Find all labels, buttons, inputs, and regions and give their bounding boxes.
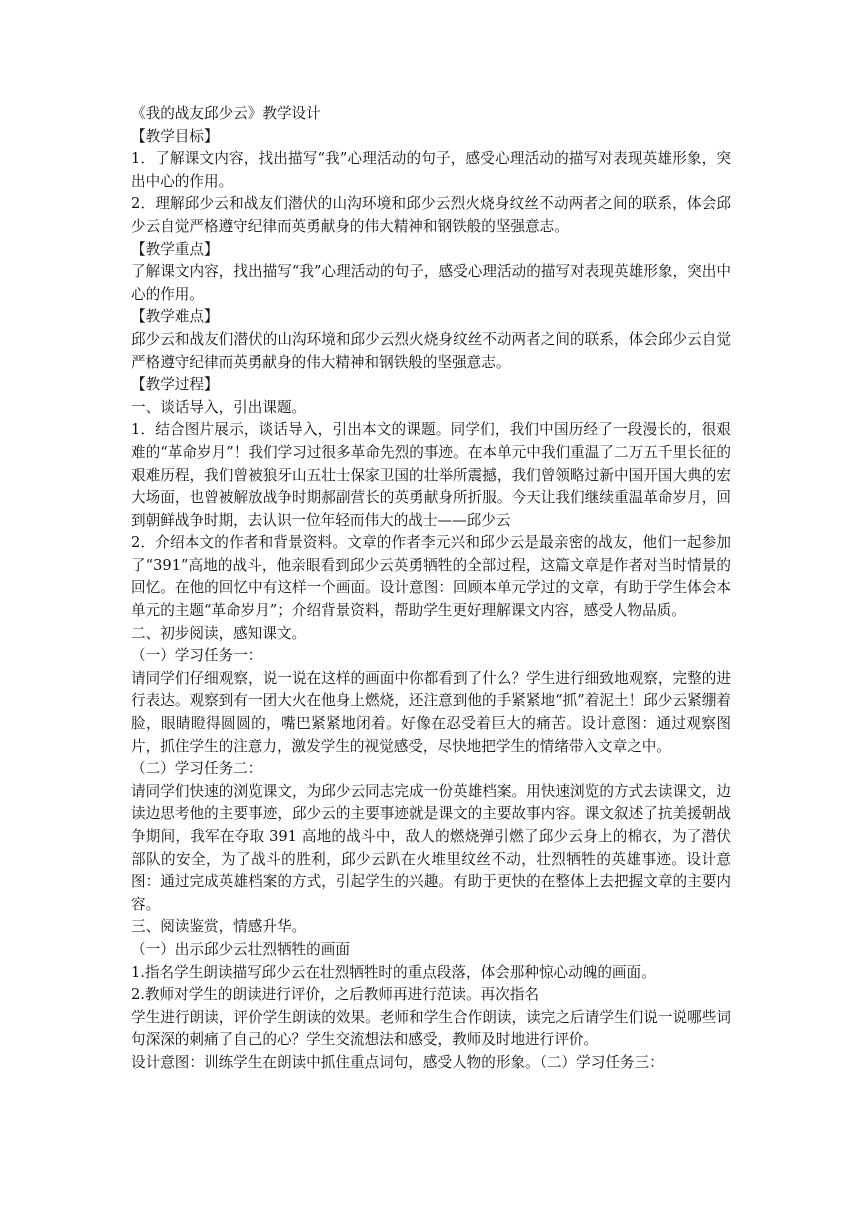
document-title: 《我的战友邱少云》教学设计 [131, 105, 321, 122]
objectives-heading: 【教学目标】 [131, 127, 219, 145]
objective-1: 1．了解课文内容，找出描写“我”心理活动的句子，感受心理活动的描写对表现英雄形象，突出中心的作用。 [131, 150, 731, 190]
task2-text: 请同学们快速的浏览课文，为邱少云同志完成一份英雄档案。用快速浏览的方式去读课文，边读边思考他的主要事迹，邱少云的主要事迹就是课文的主要故事内容。课文叙述了抗美援朝战争期间，我军在夺取 391 高地的战斗中，敌人的燃烧弹引燃了邱少云身上的棉衣，为了潜伏部队的安全，为了战斗的胜利，邱少云趴在火堆里纹丝不动，壮烈牺牲的英雄事迹。设计意图：通过完成英雄档案的方式，引起学生的兴趣。有助于更快的在整体上去把握文章的主要内容。 [131, 782, 731, 913]
part3-item-1: 1.指名学生朗读描写邱少云在壮烈牺牲时的重点段落，体会那种惊心动魄的画面。 [131, 963, 656, 981]
part2-heading: 二、初步阅读，感知课文。 [131, 624, 307, 642]
objective-2: 2．理解邱少云和战友们潜伏的山沟环境和邱少云烈火烧身纹丝不动两者之间的联系，体会邱少云自觉严格遵守纪律而英勇献身的伟大精神和钢铁般的坚强意志。 [131, 195, 731, 235]
document-page [131, 103, 731, 1075]
part3-subheading-1: （一）出示邱少云壮烈牺牲的画面 [131, 940, 350, 958]
task1-text: 请同学们仔细观察，说一说在这样的画面中你都看到了什么？学生进行细致地观察，完整的进行表达。观察到有一团大火在他身上燃烧，还注意到他的手紧紧地“抓”着泥土！邱少云紧绷着脸，眼睛瞪得圆圆的，嘴巴紧紧地闭着。好像在忍受着巨大的痛苦。设计意图：通过观察图片，抓住学生的注意力，激发学生的视觉感受，尽快地把学生的情绪带入文章之中。 [131, 669, 731, 755]
difficulties-heading: 【教学难点】 [131, 308, 219, 326]
process-heading: 【教学过程】 [131, 376, 219, 394]
key-points-text: 了解课文内容，找出描写“我”心理活动的句子，感受心理活动的描写对表现英雄形象，突出中心的作用。 [131, 263, 731, 303]
part1-paragraph-2: 2．介绍本文的作者和背景资料。文章的作者李元兴和邱少云是最亲密的战友，他们一起参加了“391”高地的战斗，他亲眼看到邱少云英勇牺牲的全部过程，这篇文章是作者对当时情景的回忆。在他的回忆中有这样一个画面。设计意图：回顾本单元学过的文章，有助于学生体会本单元的主题“革命岁月”；介绍背景资料，帮助学生更好理解课文内容，感受人物品质。 [131, 534, 731, 620]
task1-heading: （一）学习任务一： [131, 647, 263, 665]
part3-item-2: 2.教师对学生的朗读进行评价，之后教师再进行范读。再次指名 [131, 986, 539, 1004]
part1-paragraph-1: 1．结合图片展示，谈话导入，引出本文的课题。同学们，我们中国历经了一段漫长的，很艰难的“革命岁月”！我们学习过很多革命先烈的事迹。在本单元中我们重温了二万五千里长征的艰难历程，我们曾被狼牙山五壮士保家卫国的壮举所震撼，我们曾领略过新中国开国大典的宏大场面，也曾被解放战争时期郝副营长的英勇献身所折服。今天让我们继续重温革命岁月，回到朝鲜战争时期，去认识一位年轻而伟大的战士——邱少云 [131, 421, 731, 529]
part3-item-3: 学生进行朗读，评价学生朗读的效果。老师和学生合作朗读，读完之后请学生们说一说哪些词句深深的刺痛了自己的心？学生交流想法和感受，教师及时地进行评价。 [131, 1008, 731, 1049]
difficulties-text: 邱少云和战友们潜伏的山沟环境和邱少云烈火烧身纹丝不动两者之间的联系，体会邱少云自觉严格遵守纪律而英勇献身的伟大精神和钢铁般的坚强意志。 [131, 330, 731, 371]
part3-heading: 三、阅读鉴赏，情感升华。 [131, 918, 307, 936]
part1-heading: 一、谈话导入，引出课题。 [131, 398, 307, 416]
part3-design-intent: 设计意图：训练学生在朗读中抓住重点词句，感受人物的形象。（二）学习任务三： [131, 1053, 664, 1071]
task2-heading: （二）学习任务二： [131, 760, 263, 778]
key-points-heading: 【教学重点】 [131, 240, 219, 258]
